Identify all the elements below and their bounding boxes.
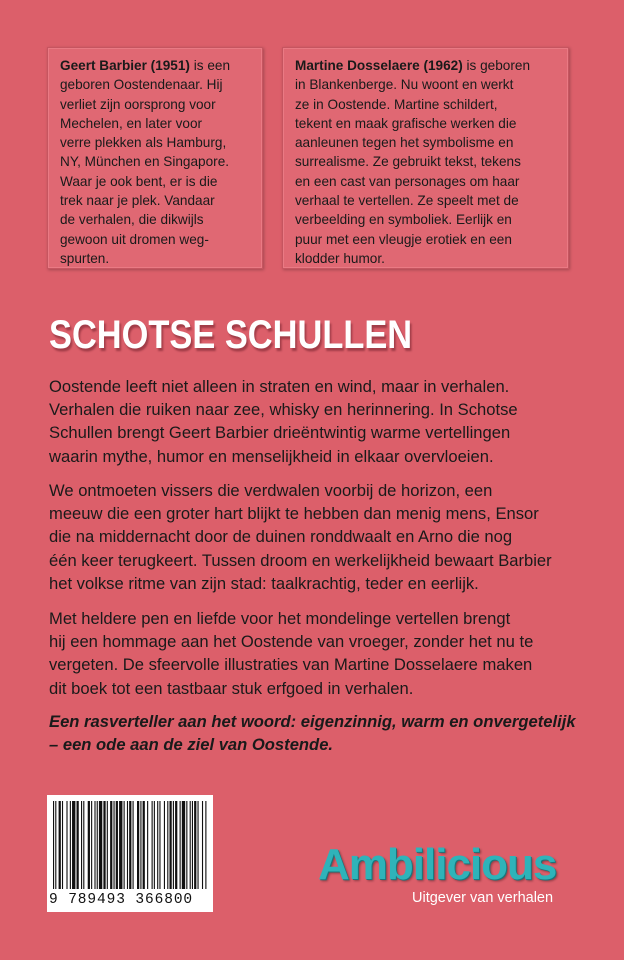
barcode-bar	[83, 801, 84, 889]
barcode-bar	[116, 801, 118, 889]
barcode-bar	[110, 801, 112, 889]
barcode-bar	[103, 801, 105, 889]
barcode-bar	[190, 801, 191, 889]
bio-line: verre plekken als Hamburg,	[60, 135, 227, 151]
barcode-bar	[194, 801, 196, 889]
barcode-bar	[133, 801, 134, 889]
barcode-bar	[192, 801, 193, 889]
barcode-bar	[169, 801, 171, 889]
barcode-bar	[62, 801, 63, 889]
barcode-bar	[140, 801, 141, 889]
blurb-line: één keer terugkeert. Tussen droom en werkelijkheid bewaart Barbier	[49, 550, 552, 570]
barcode-bar	[94, 801, 95, 889]
blurb-paragraph-2	[49, 479, 609, 595]
author-bio-box	[47, 47, 263, 269]
bio-line: spurten.	[60, 250, 110, 266]
barcode-bar	[99, 801, 102, 889]
blurb-line: meeuw die een groter hart blijkt te hebben dan menig mens, Ensor	[49, 504, 539, 524]
barcode-bar	[175, 801, 177, 889]
bio-line: surrealisme. Ze gebruikt tekst, tekens	[295, 154, 521, 170]
barcode-bar	[164, 801, 165, 889]
bio-line: is geboren	[462, 58, 531, 73]
blurb-line: waarin mythe, humor en menselijkheid in elkaar overvloeien.	[49, 446, 494, 466]
blurb-line: vergeten. De sfeervolle illustraties van Martine Dosselaere maken	[49, 655, 533, 675]
illustrator-name: Martine Dosselaere (1962)	[295, 58, 463, 73]
barcode-bar	[152, 801, 153, 889]
blurb-line: Schullen brengt Geert Barbier drieëntwintig warme vertellingen	[49, 423, 511, 443]
blurb-line: het volkse ritme van zijn stad: taalkrachtig, teder en eerlijk.	[49, 573, 479, 593]
book-title: SCHOTSE SCHULLEN	[49, 313, 413, 357]
barcode-bar	[124, 801, 125, 889]
bio-line: de verhalen, die dikwijls	[60, 212, 204, 228]
barcode-bar	[197, 801, 198, 889]
bio-line: verliet zijn oorsprong voor	[60, 96, 216, 112]
barcode-bar	[129, 801, 131, 889]
barcode-bar	[154, 801, 155, 889]
bio-line: en een cast van personages om haar	[295, 173, 520, 189]
blurb-line: die na middernacht door de duinen ronddwaalt en Arno die nog	[49, 527, 513, 547]
bio-line: verbeelding en symboliek. Eerlijk en	[295, 212, 512, 228]
barcode-bar	[180, 801, 181, 889]
bio-line: trek naar je plek. Vandaar	[60, 193, 215, 209]
tagline-quote	[49, 710, 609, 756]
bio-line: NY, München en Singapore.	[60, 154, 230, 170]
barcode-bar	[182, 801, 185, 889]
barcode-bar	[157, 801, 158, 889]
barcode-bar	[70, 801, 71, 889]
publisher-logo	[318, 840, 588, 920]
bio-line: is een	[189, 58, 231, 73]
barcode-bar	[202, 801, 203, 889]
bio-line: Mechelen, en later voor	[60, 115, 203, 131]
barcode-bar	[88, 801, 90, 889]
barcode-bar	[53, 801, 54, 889]
barcode-bar	[72, 801, 75, 889]
bio-line: in Blankenberge. Nu woont en werkt	[295, 77, 514, 93]
blurb-line: dit boek tot een tastbaar stuk erfgoed in verhalen.	[49, 678, 414, 698]
blurb-line: Verhalen die ruiken naar zee, whisky en herinnering. In Schotse	[49, 400, 518, 420]
author-name: Geert Barbier (1951)	[60, 58, 190, 73]
barcode-bar	[143, 801, 145, 889]
barcode-bar	[173, 801, 174, 889]
bio-line: verhaal te vertellen. Ze speelt met de	[295, 193, 519, 209]
barcode-bar	[159, 801, 160, 889]
barcode-bar	[137, 801, 139, 889]
bio-line: Waar je ook bent, er is die	[60, 173, 218, 189]
barcode-bar	[59, 801, 61, 889]
blurb-paragraph-1	[49, 375, 609, 468]
blurb-paragraph-3	[49, 607, 609, 700]
quote-line: Een rasverteller aan het woord: eigenzinnig, warm en onvergetelijk	[49, 712, 576, 731]
bio-line: tekent en maak grafische werken die	[295, 115, 517, 131]
barcode-bar	[186, 801, 187, 889]
barcode-bar	[205, 801, 206, 889]
barcode-bars	[47, 795, 213, 895]
illustrator-bio-box	[282, 47, 569, 269]
bio-line: geboren Oostendenaar. Hij	[60, 77, 223, 93]
blurb-line: We ontmoeten vissers die verdwalen voorbij de horizon, een	[49, 481, 493, 500]
blurb-line: Oostende leeft niet alleen in straten en wind, maar in verhalen.	[49, 377, 510, 396]
barcode-bar	[113, 801, 114, 889]
blurb-line: Met heldere pen en liefde voor het mondelinge vertellen brengt	[49, 609, 511, 628]
isbn-number: 9 789493 366800	[49, 892, 194, 908]
bio-line: aanleunen tegen het symbolisme en	[295, 135, 514, 151]
blurb-line: hij een hommage aan het Oostende van vroeger, zonder het nu te	[49, 632, 534, 652]
quote-line: – een ode aan de ziel van Oostende.	[49, 735, 334, 755]
barcode-bar	[97, 801, 98, 889]
barcode-bar	[107, 801, 108, 889]
barcode-bar	[147, 801, 148, 889]
isbn-barcode	[47, 795, 213, 912]
bio-line: klodder humor.	[295, 250, 385, 266]
barcode-bar	[66, 801, 67, 889]
barcode-bar	[55, 801, 56, 889]
bio-line: puur met een vleugje erotiek en een	[295, 231, 512, 247]
barcode-bar	[119, 801, 122, 889]
barcode-bar	[81, 801, 82, 889]
barcode-bar	[167, 801, 168, 889]
barcode-bar	[127, 801, 128, 889]
publisher-tagline: Uitgever van verhalen	[412, 890, 554, 906]
bio-line: ze in Oostende. Martine schildert,	[295, 96, 498, 112]
publisher-name: Ambilicious	[318, 840, 557, 889]
barcode-bar	[91, 801, 92, 889]
bio-line: gewoon uit dromen weg-	[60, 231, 209, 247]
barcode-bar	[77, 801, 79, 889]
